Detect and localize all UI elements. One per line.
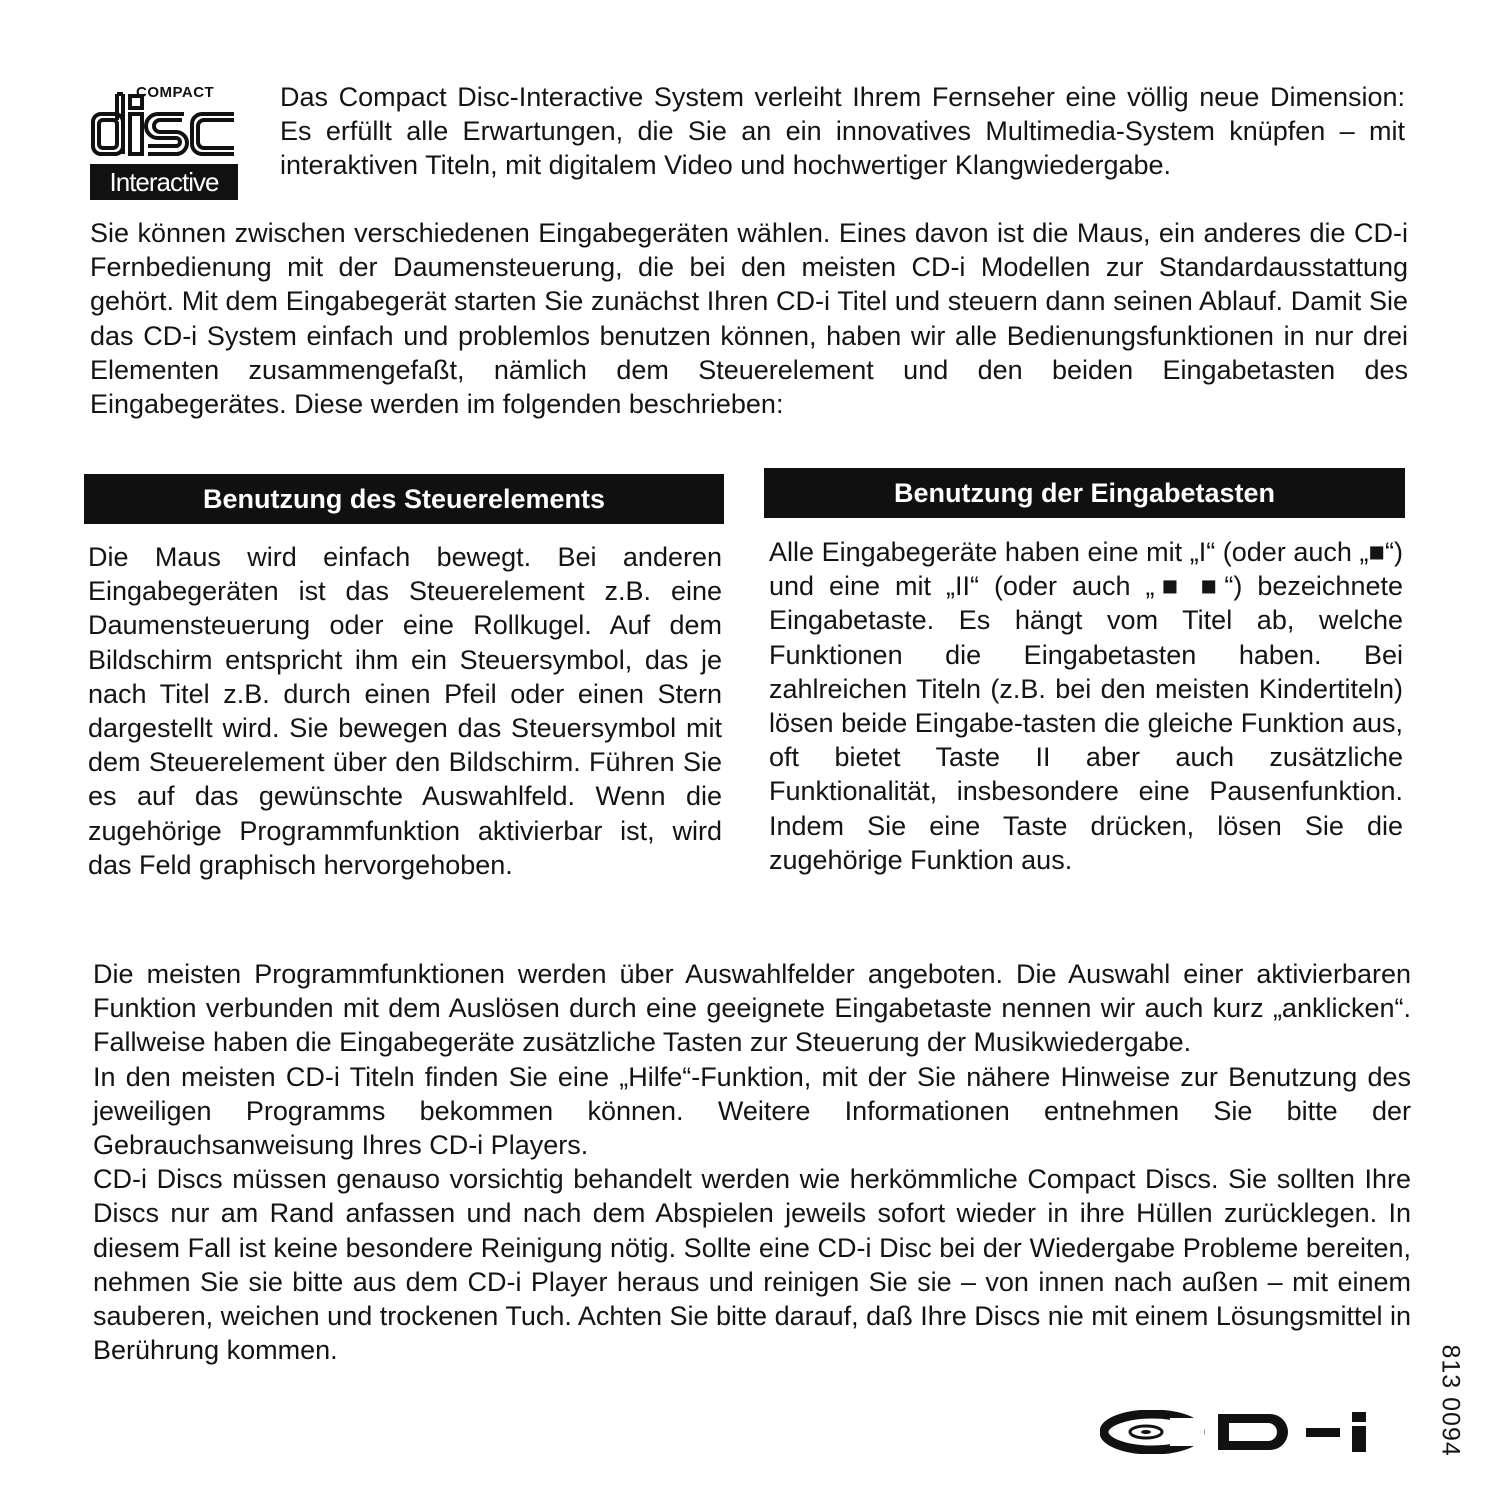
catalog-number: 813 0094 xyxy=(1436,1344,1465,1457)
cdi-logo-icon xyxy=(1100,1410,1400,1454)
bottom-paragraphs: Die meisten Programmfunktionen werden über Auswahlfelder angeboten. Die Auswahl einer aktivierbaren Funktion verbunden mit dem Auslösen durch eine geeignete Eingabetaste nennen wir auch kurz „anklicken“. Fallweise haben die Eingabegeräte zusätzliche Tasten zur Steuerung der Musikwiedergabe. In den meisten CD-i Titeln finden Sie eine „Hilfe“-Funktion, mit der Sie nähere Hinweise zur Benutzung des jeweiligen Programms bekommen können. Weitere Informationen entnehmen Sie bitte der Gebrauchsanweisung Ihres CD-i Players. CD-i Discs müssen genauso vorsichtig behandelt werden wie herkömmliche Compact Discs. Sie sollten Ihre Discs nur am Rand anfassen und nach dem Abspielen jeweils sofort wieder in ihre Hüllen zurücklegen. In diesem Fall ist keine besondere Reinigung nötig. Sollte eine CD-i Disc bei der Wiedergabe Probleme bereiten, nehmen Sie sie bitte aus dem CD-i Player heraus und reinigen Sie sie – von innen nach außen – mit einem sauberen, weichen und trockenen Tuch. Achten Sie bitte darauf, daß Ihre Discs nie mit einem Lösungsmittel in Berührung kommen. xyxy=(93,959,1411,1366)
bottom-text-block xyxy=(93,957,1411,1367)
logo-compact-text: COMPACT xyxy=(136,84,215,101)
section-heading-steuerelement: Benutzung des Steuerelements xyxy=(84,474,724,524)
logo-disc-lettering xyxy=(90,86,240,160)
intro-paragraph-top: Das Compact Disc-Interactive System verleiht Ihrem Fernseher eine völlig neue Dimension: Es erfüllt alle Erwartungen, die Sie an ein innovatives Multimedia-System knüpfen – mit interaktiven Titeln, mit digitalem Video und hochwertiger Klangwiedergabe. xyxy=(280,82,1405,181)
intro-paragraph-main: Sie können zwischen verschiedenen Eingabegeräten wählen. Eines davon ist die Maus, ein anderes die CD-i Fernbedienung mit der Daumensteuerung, die bei den meisten CD-i Modellen zur Standardausstattung gehört. Mit dem Eingabegerät starten Sie zunächst Ihren CD-i Titel und steuern dann seinen Ablauf. Damit Sie das CD-i System einfach und problemlos benutzen können, haben wir alle Bedienungsfunktionen in nur drei Elementen zusammengefaßt, nämlich dem Steuerelement und den beiden Eingabetasten des Eingabegerätes. Diese werden im folgenden beschrieben: xyxy=(90,218,1408,420)
logo-interactive-label: Interactive xyxy=(90,164,238,200)
eingabetasten-paragraph: Alle Eingabegeräte haben eine mit „I“ (oder auch „■“) und eine mit „II“ (oder auch „■ ■“) bezeichnete Eingabetaste. Es hängt vom Titel ab, welche Funktionen die Eingabetasten haben. Bei zahlreichen Titeln (z.B. bei den meisten Kindertiteln) lösen beide Eingabe-tasten die gleiche Funktion aus, oft bietet Taste II aber auch zusätzliche Funktionalität, insbesondere eine Pausenfunktion. Indem Sie eine Taste drücken, lösen Sie die zugehörige Funktion aus. xyxy=(769,537,1403,875)
steuerelement-paragraph: Die Maus wird einfach bewegt. Bei anderen Eingabegeräten ist das Steuerelement z.B. eine Daumensteuerung oder eine Rollkugel. Auf dem Bildschirm entspricht ihm ein Steuersymbol, das je nach Titel z.B. durch einen Pfeil oder einen Stern dargestellt wird. Sie bewegen das Steuersymbol mit dem Steuerelement über den Bildschirm. Führen Sie es auf das gewünschte Auswahlfeld. Wenn die zugehörige Programmfunktion aktivierbar ist, wird das Feld graphisch hervorgehoben. xyxy=(88,542,722,880)
compact-disc-interactive-logo xyxy=(88,84,240,202)
section-heading-eingabetasten: Benutzung der Eingabetasten xyxy=(764,468,1405,518)
